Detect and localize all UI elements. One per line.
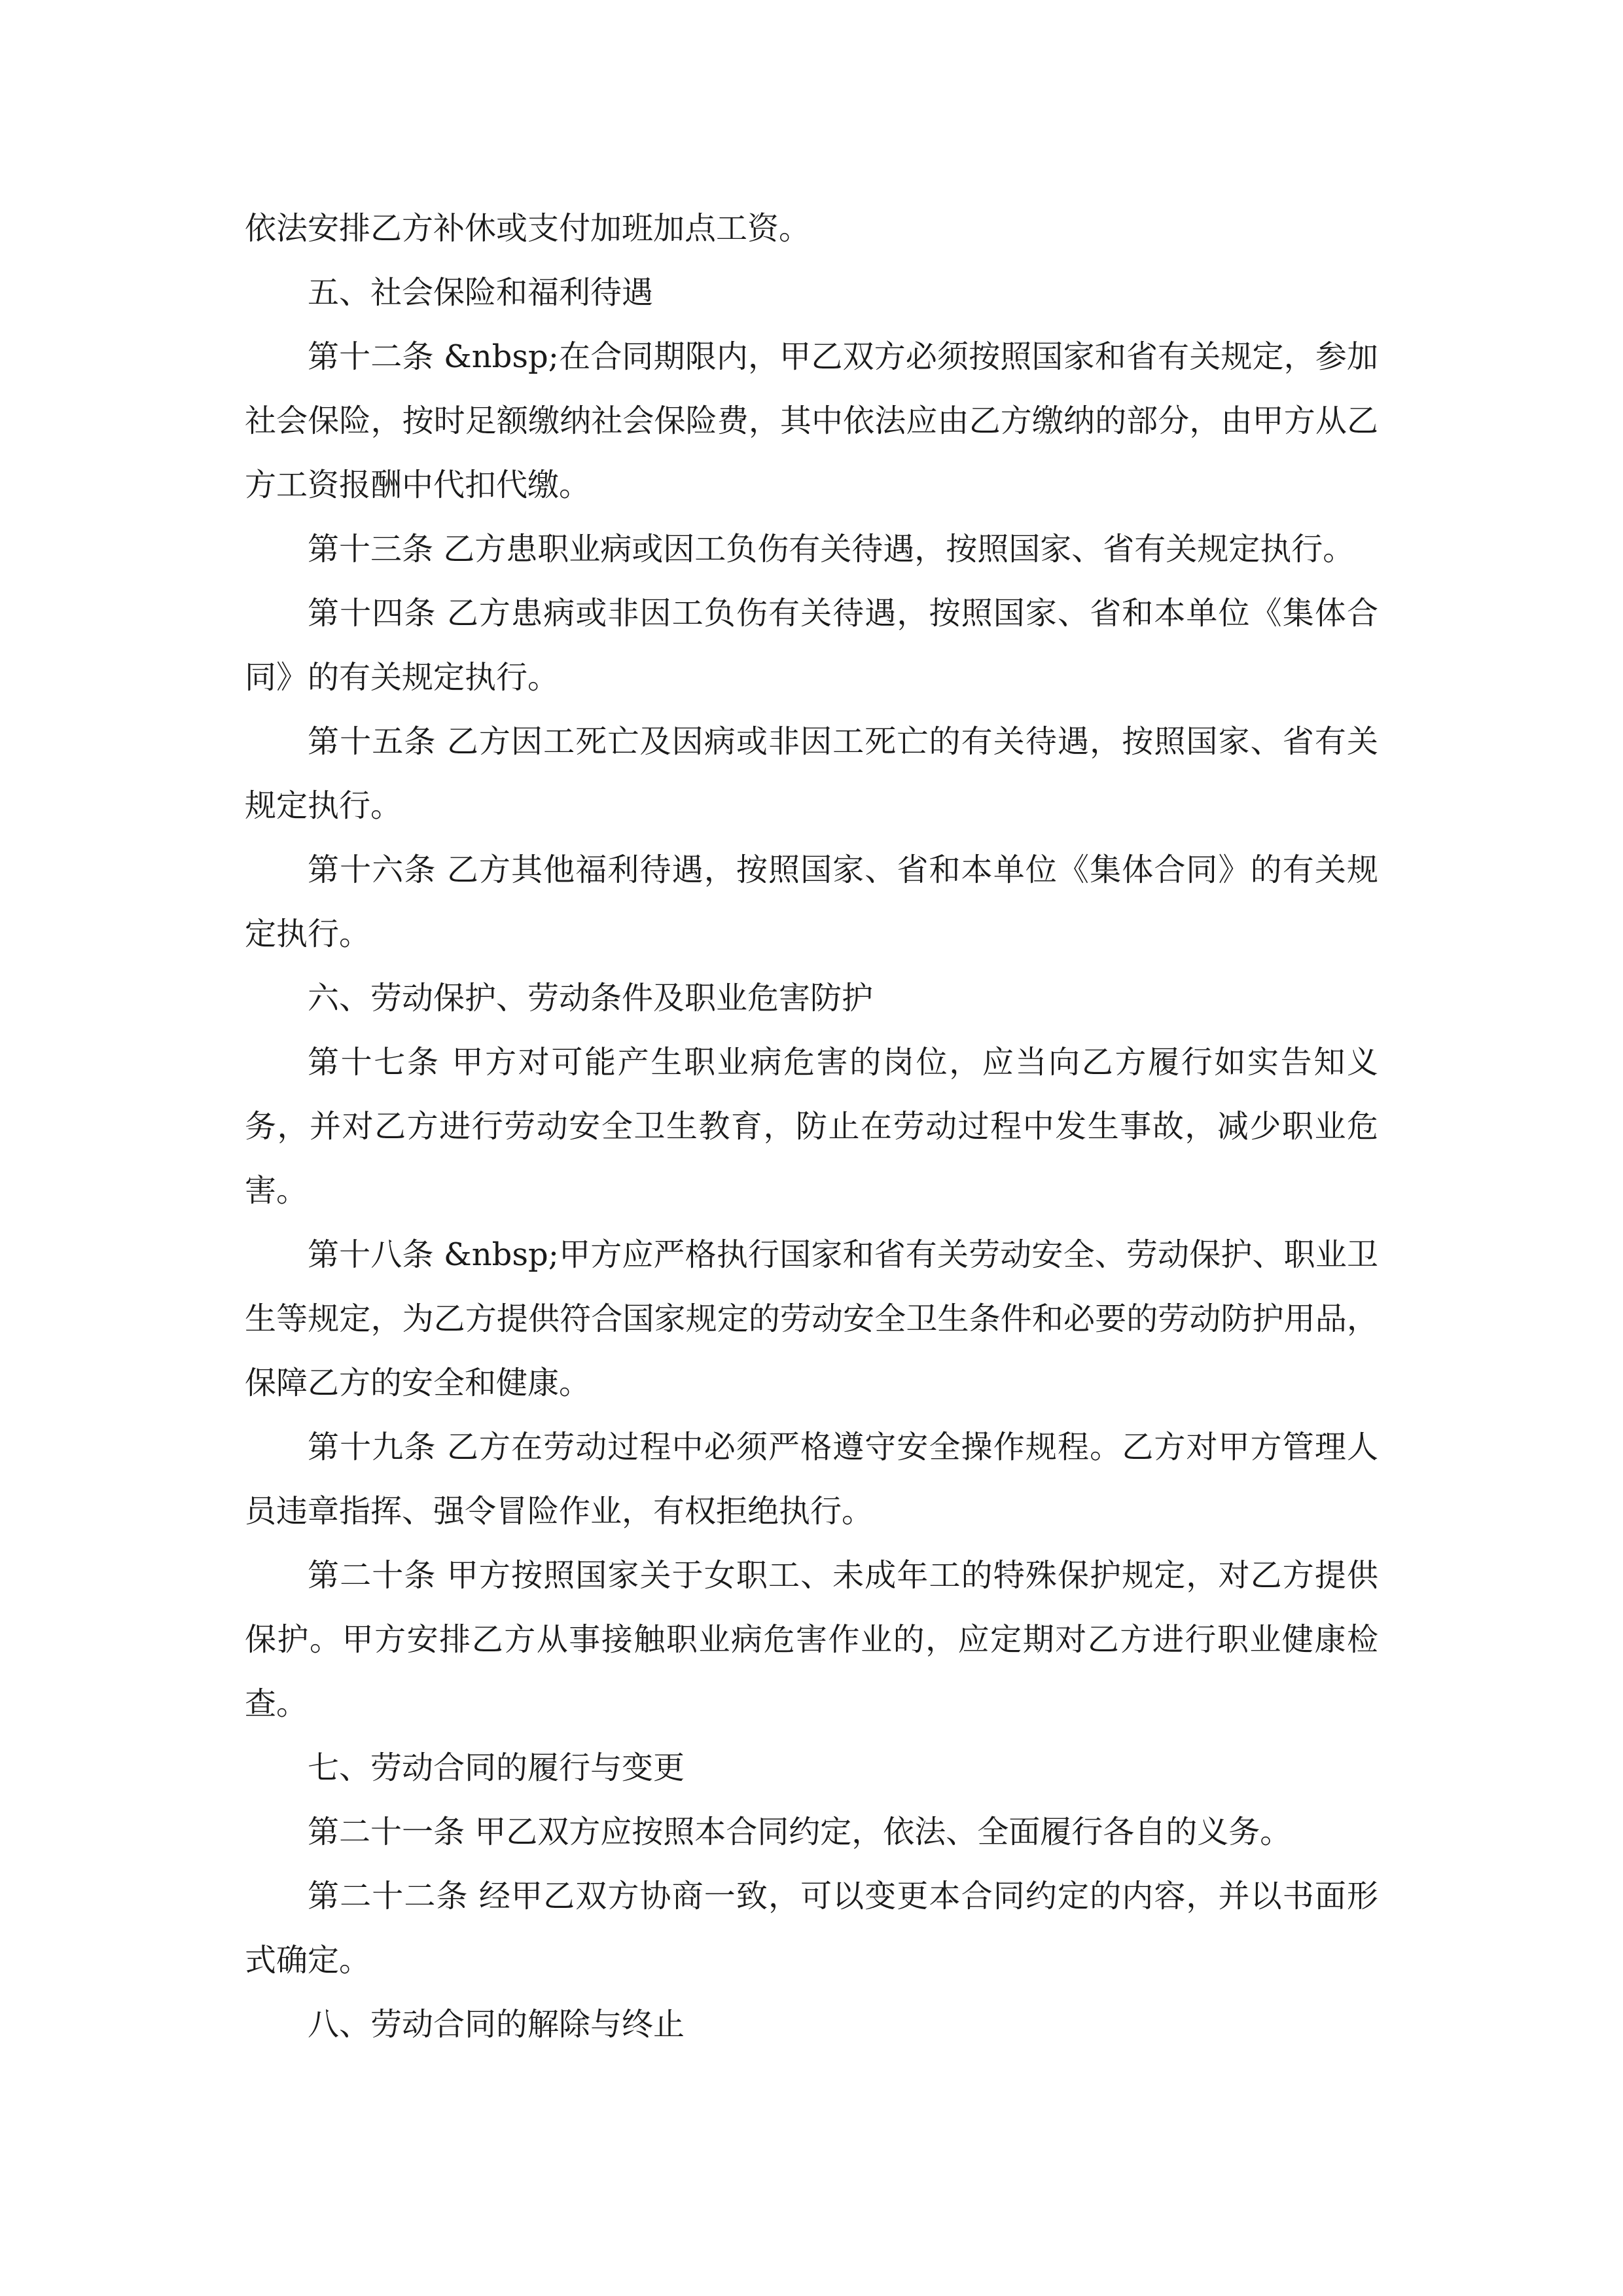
article-19: 第十九条 乙方在劳动过程中必须严格遵守安全操作规程。乙方对甲方管理人员违章指挥、强令冒险作业，有权拒绝执行。 <box>245 1429 1378 1530</box>
article-16: 第十六条 乙方其他福利待遇，按照国家、省和本单位《集体合同》的有关规定执行。 <box>245 852 1378 952</box>
section-heading-social-insurance: 五、社会保险和福利待遇 <box>308 274 654 311</box>
article-20: 第二十条 甲方按照国家关于女职工、未成年工的特殊保护规定，对乙方提供保护。甲方安排乙方从事接触职业病危害作业的，应定期对乙方进行职业健康检查。 <box>245 1557 1378 1722</box>
article-22: 第二十二条 经甲乙双方协商一致，可以变更本合同约定的内容，并以书面形式确定。 <box>245 1878 1378 1979</box>
section-heading-labor-protection: 六、劳动保护、劳动条件及职业危害防护 <box>308 980 874 1016</box>
article-15: 第十五条 乙方因工死亡及因病或非因工死亡的有关待遇，按照国家、省有关规定执行。 <box>245 723 1378 824</box>
article-13: 第十三条 乙方患职业病或因工负伤有关待遇，按照国家、省有关规定执行。 <box>308 531 1355 567</box>
paragraph-continuation: 依法安排乙方补休或支付加班加点工资。 <box>245 210 811 247</box>
article-14: 第十四条 乙方患病或非因工负伤有关待遇，按照国家、省和本单位《集体合同》的有关规定执行。 <box>245 595 1378 696</box>
article-12: 第十二条 &nbsp;在合同期限内，甲乙双方必须按照国家和省有关规定，参加社会保险，按时足额缴纳社会保险费，其中依法应由乙方缴纳的部分，由甲方从乙方工资报酬中代扣代缴。 <box>245 338 1378 503</box>
article-21: 第二十一条 甲乙双方应按照本合同约定，依法、全面履行各自的义务。 <box>308 1814 1292 1850</box>
section-heading-contract-performance: 七、劳动合同的履行与变更 <box>308 1749 685 1786</box>
article-18: 第十八条 &nbsp;甲方应严格执行国家和省有关劳动安全、劳动保护、职业卫生等规定，为乙方提供符合国家规定的劳动安全卫生条件和必要的劳动防护用品，保障乙方的安全和健康。 <box>245 1236 1378 1401</box>
section-heading-contract-termination: 八、劳动合同的解除与终止 <box>308 2006 685 2043</box>
article-17: 第十七条 甲方对可能产生职业病危害的岗位，应当向乙方履行如实告知义务，并对乙方进行劳动安全卫生教育，防止在劳动过程中发生事故，减少职业危害。 <box>245 1044 1378 1209</box>
document-body <box>245 196 1378 2056</box>
